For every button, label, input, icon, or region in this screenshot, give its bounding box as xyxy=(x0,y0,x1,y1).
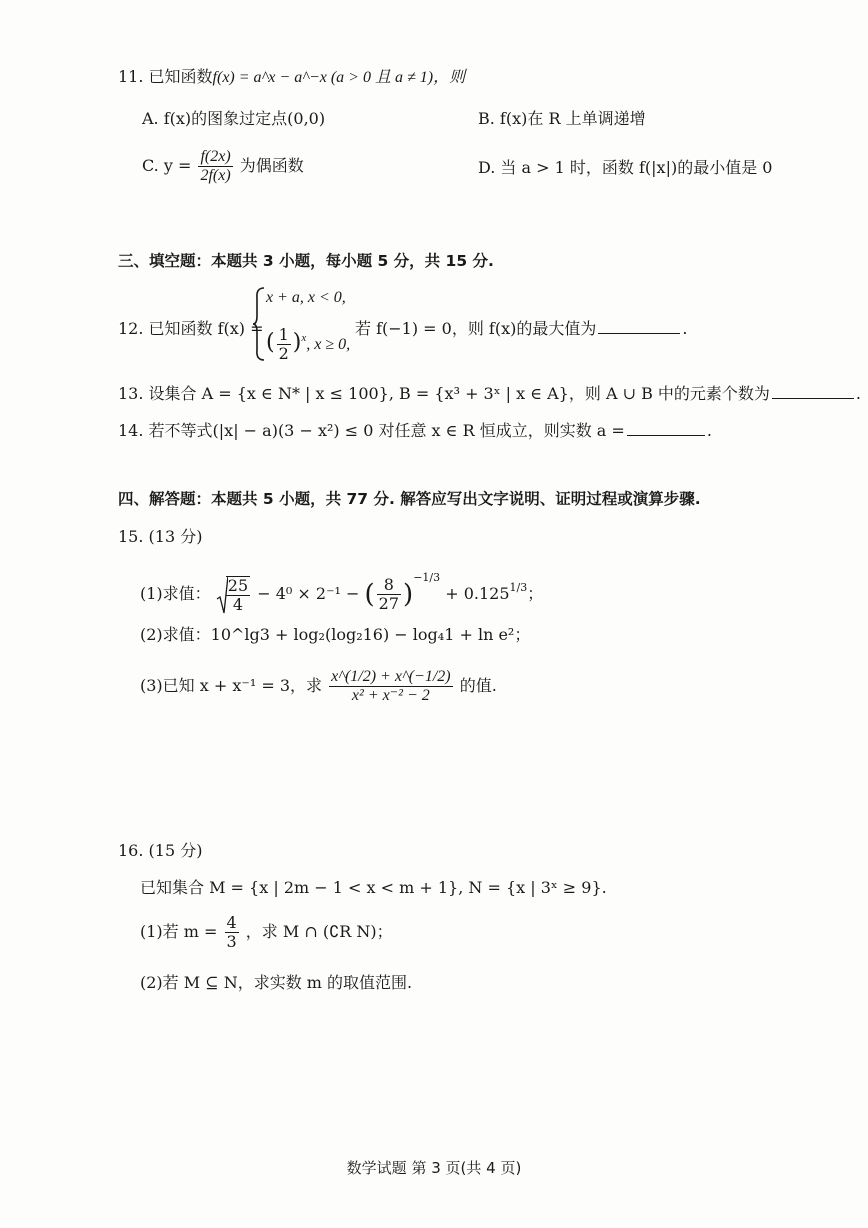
section-3-heading: 三、填空题：本题共 3 小题，每小题 5 分，共 15 分. xyxy=(118,252,494,270)
q11-option-b: B. f(x)在 R 上单调递增 xyxy=(478,109,646,128)
q15-part3: (3)已知 x + x⁻¹ = 3，求 $\frac{x\^{}(1/2) + x\^{}(-1/2)}{\text{x² + x⁻² − 2}}$ 的值. xyxy=(140,668,497,704)
q16-part2: (2)若 M ⊆ N，求实数 m 的取值范围. xyxy=(140,973,413,992)
page-footer: 数学试题 第 3 页(共 4 页) xyxy=(346,1159,522,1177)
q12-brace xyxy=(252,286,266,362)
q11-option-d: D. 当 a > 1 时，函数 f(|x|)的最小值是 0 xyxy=(478,158,773,177)
q12-stem: 12. 已知函数 f(x) = xyxy=(118,319,264,338)
q12-answer-blank[interactable] xyxy=(598,319,680,334)
q11-option-c: C. y = $\frac{f(2x)}{2f(x)}$ 为偶函数 xyxy=(142,148,304,184)
q16-given: 已知集合 M = {x | 2m − 1 < x < m + 1}, N = {x | 3ˣ ≥ 9}. xyxy=(140,878,607,897)
q11-option-a: A. f(x)的图象过定点(0,0) xyxy=(142,109,326,128)
q12-tail: 若 f(−1) = 0，则 f(x)的最大值为 . xyxy=(355,319,688,338)
q16-title: 16. (15 分) xyxy=(118,841,203,860)
q14-answer-blank[interactable] xyxy=(627,421,705,436)
q16-part1: (1)若 m = $\frac{4}{3}$ ，求 M ∩ (∁R N)； xyxy=(140,913,393,951)
q12-case2: ( $\frac{1}{2}$ )$^x$, x ≥ 0, xyxy=(266,325,351,363)
q15-part1: (1)求值： $\frac{25}{4}$ − 4⁰ × 2⁻¹ − ( $\frac{8}{27}$ )$^{-1/3} + 0.125^{1/3}$； xyxy=(140,571,544,614)
q14: 14. 若不等式(|x| − a)(3 − x²) ≤ 0 对任意 x ∈ R 恒成立，则实数 a = . xyxy=(118,421,712,440)
q15-part2: (2)求值：10^lg3 + log₂(log₂16) − log₄1 + ln e²； xyxy=(140,625,531,644)
q13: 13. 设集合 A = {x ∈ N* | x ≤ 100}, B = {x³ + 3ˣ | x ∈ A}，则 A ∪ B 中的元素个数为 . xyxy=(118,384,862,403)
q12-case1: x + a, x < 0, xyxy=(266,289,346,306)
section-4-heading: 四、解答题：本题共 5 小题，共 77 分. 解答应写出文字说明、证明过程或演算步骤. xyxy=(118,490,701,508)
q11-stem: 11. 已知函数f(x) = a^x − a^−x (a > 0 且 a ≠ 1)，则 xyxy=(118,67,466,86)
q13-answer-blank[interactable] xyxy=(772,384,854,399)
q15-title: 15. (13 分) xyxy=(118,527,203,546)
